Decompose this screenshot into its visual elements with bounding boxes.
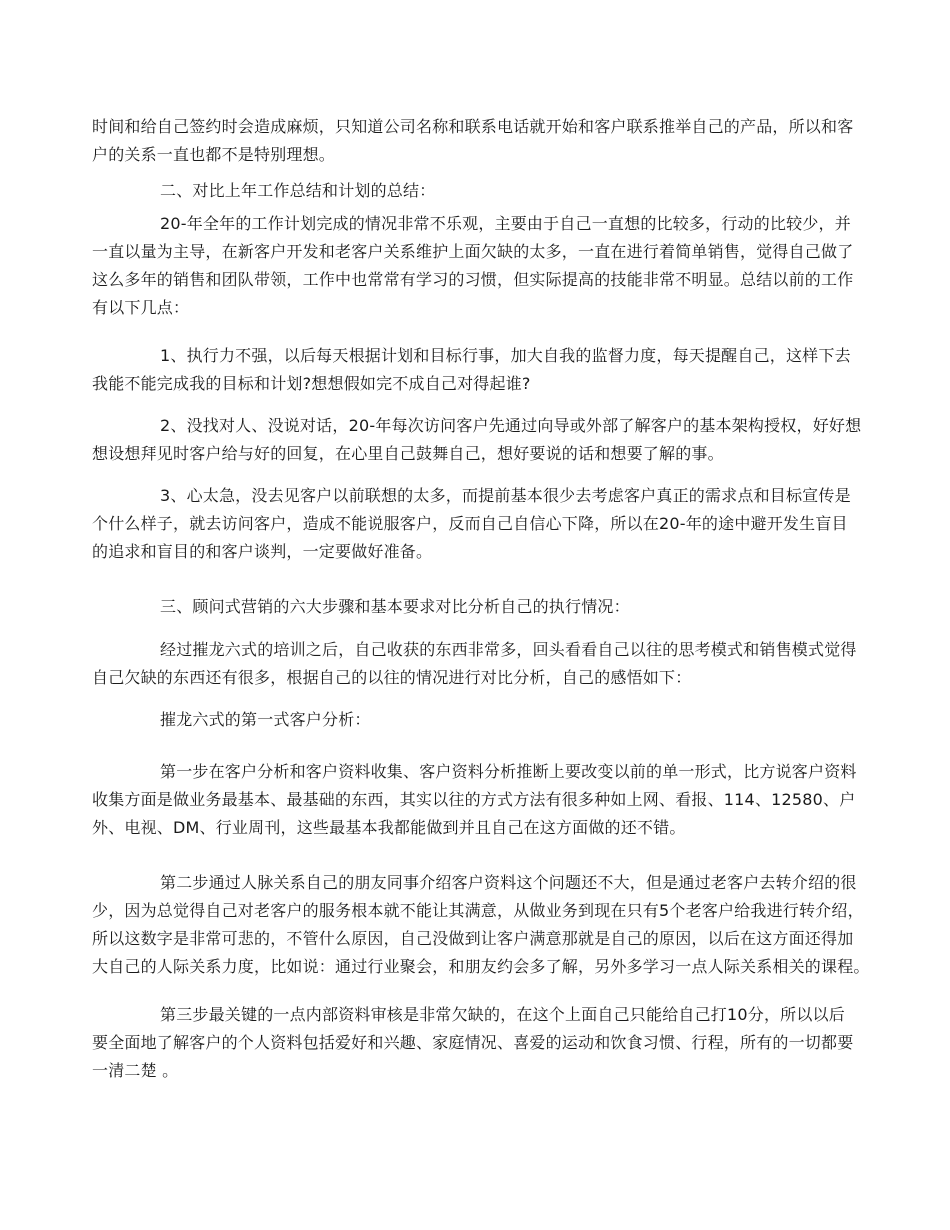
- paragraph-line: 20-年全年的工作计划完成的情况非常不乐观，主要由于自己一直想的比较多，行动的比较少，并: [160, 214, 851, 233]
- section-heading: 二、对比上年工作总结和计划的总结：: [160, 181, 436, 200]
- paragraph-line: 这么多年的销售和团队带领，工作中也常常有学习的习惯，但实际提高的技能非常不明显。总结以前的工作: [92, 270, 854, 289]
- section-heading: 三、顾问式营销的六大步骤和基本要求对比分析自己的执行情况：: [160, 597, 630, 616]
- paragraph-line: 一直以量为主导，在新客户开发和老客户关系维护上面欠缺的太多，一直在进行着简单销售，觉得自己做了: [92, 242, 854, 261]
- paragraph-line: 自己欠缺的东西还有很多，根据自己的以往的情况进行对比分析，自己的感悟如下：: [92, 668, 692, 687]
- paragraph-line: 一清二楚 。: [92, 1061, 179, 1080]
- paragraph-line: 的追求和盲目的和客户谈判，一定要做好准备。: [92, 542, 433, 561]
- paragraph-line: 第一步在客户分析和客户资料收集、客户资料分析推断上要改变以前的单一形式，比方说客户资料: [160, 762, 857, 781]
- paragraph-line: 要全面地了解客户的个人资料包括爱好和兴趣、家庭情况、喜爱的运动和饮食习惯、行程，所有的一切都要: [92, 1033, 854, 1052]
- paragraph-line: 第二步通过人脉关系自己的朋友同事介绍客户资料这个问题还不大，但是通过老客户去转介绍的很: [160, 873, 857, 892]
- paragraph-line: 外、电视、DM、行业周刊，这些最基本我都能做到并且自己在这方面做的还不错。: [92, 818, 686, 837]
- paragraph-line: 我能不能完成我的目标和计划?想想假如完不成自己对得起谁?: [92, 374, 531, 393]
- paragraph-line: 时间和给自己签约时会造成麻烦，只知道公司名称和联系电话就开始和客户联系推举自己的产品，所以和客: [92, 117, 854, 136]
- sub-heading-line: 摧龙六式的第一式客户分析：: [160, 710, 371, 729]
- paragraph-line: 想设想拜见时客户给与好的回复，在心里自己鼓舞自己，想好要说的话和想要了解的事。: [92, 444, 724, 463]
- paragraph-line: 收集方面是做业务最基本、最基础的东西，其实以往的方式方法有很多种如上网、看报、114、12580、户: [92, 790, 856, 809]
- paragraph-line: 户的关系一直也都不是特别理想。: [92, 145, 336, 164]
- paragraph-line: 所以这数字是非常可悲的，不管什么原因，自己没做到让客户满意那就是自己的原因，以后在这方面还得加: [92, 929, 854, 948]
- paragraph-line: 3、心太急，没去见客户以前联想的太多，而提前基本很少去考虑客户真正的需求点和目标宣传是: [160, 486, 851, 505]
- paragraph-line: 第三步最关键的一点内部资料审核是非常欠缺的，在这个上面自己只能给自己打10分，所以以后: [160, 1005, 845, 1024]
- paragraph-line: 大自己的人际关系力度，比如说：通过行业聚会，和朋友约会多了解，另外多学习一点人际关系相关的课程。: [92, 957, 870, 976]
- paragraph-line: 有以下几点：: [92, 298, 190, 317]
- paragraph-line: 经过摧龙六式的培训之后，自己收获的东西非常多，回头看看自己以往的思考模式和销售模式觉得: [160, 640, 857, 659]
- paragraph-line: 个什么样子，就去访问客户，造成不能说服客户，反而自己自信心下降，所以在20-年的途中避开发生盲目: [92, 514, 848, 533]
- paragraph-line: 少，因为总觉得自己对老客户的服务根本就不能让其满意，从做业务到现在只有5个老客户给我进行转介绍，: [92, 901, 864, 920]
- paragraph-line: 2、没找对人、没说对话，20-年每次访问客户先通过向导或外部了解客户的基本架构授权，好好想: [160, 416, 862, 435]
- paragraph-line: 1、执行力不强，以后每天根据计划和目标行事，加大自我的监督力度，每天提醒自己，这样下去: [160, 346, 851, 365]
